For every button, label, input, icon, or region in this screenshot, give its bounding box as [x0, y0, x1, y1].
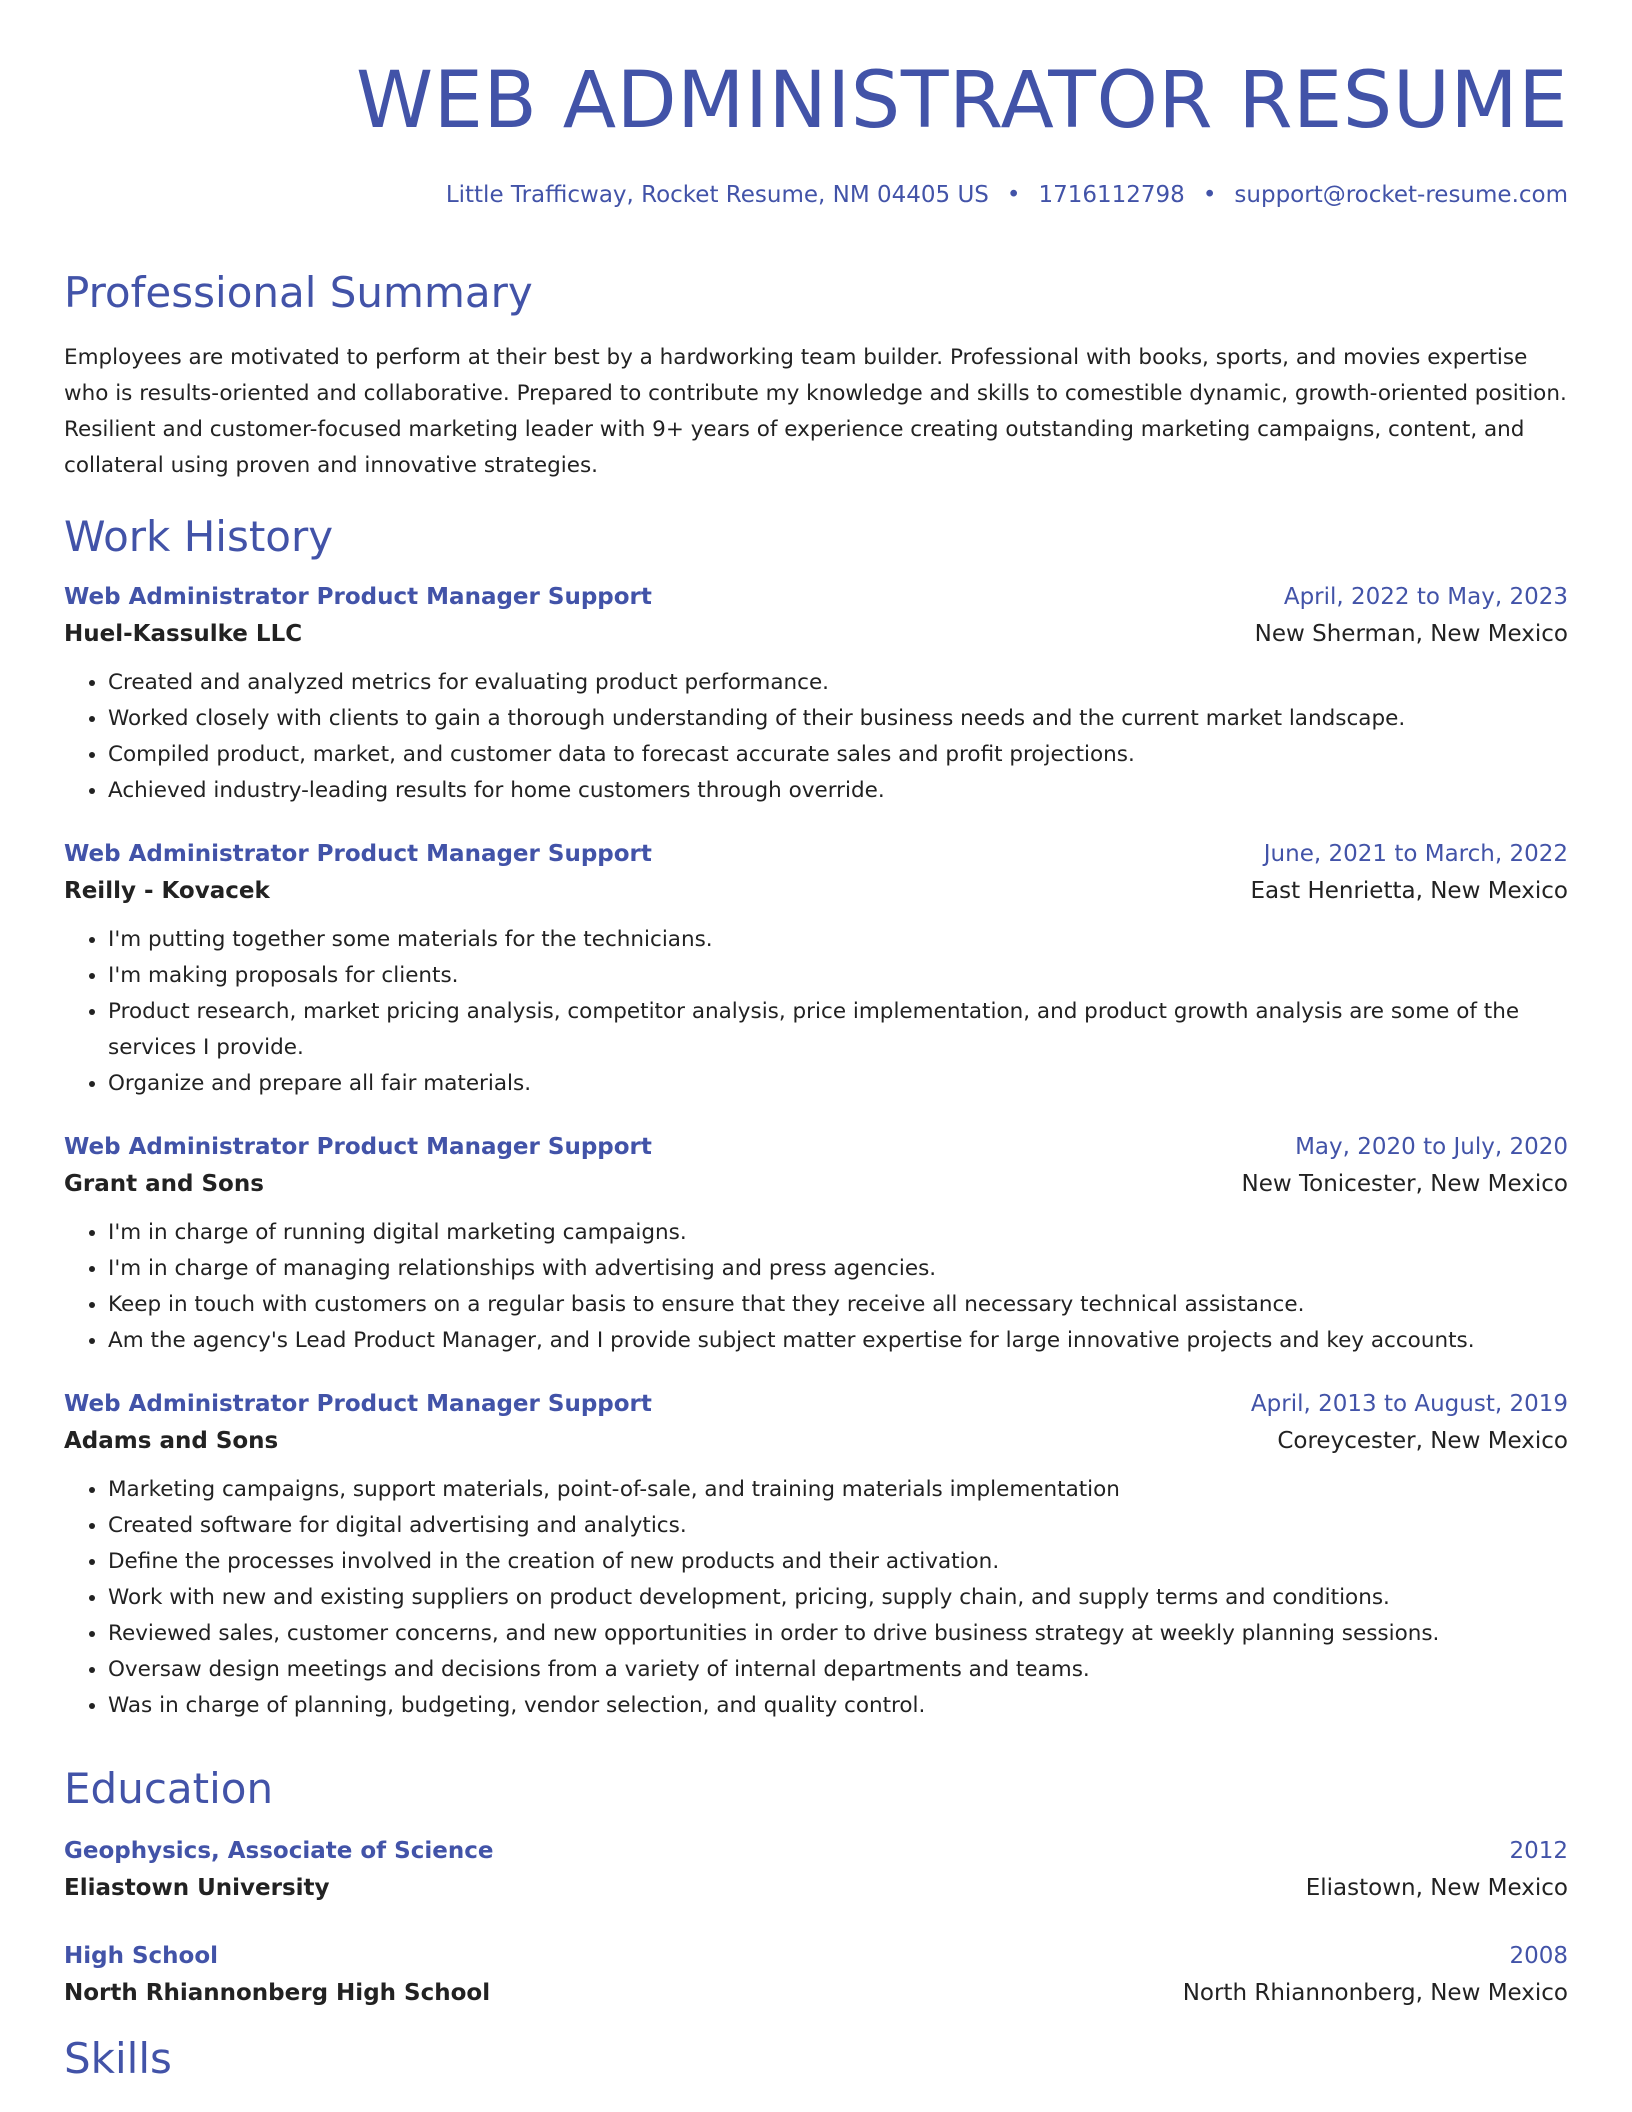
job-location: Coreycester, New Mexico: [1277, 1428, 1568, 1454]
education-school-row: [64, 1875, 1568, 1901]
job-bullet: • I'm putting together some materials for the technicians.: [108, 922, 1568, 958]
job-role: Web Administrator Product Manager Support: [64, 1134, 652, 1160]
education-location: North Rhiannonberg, New Mexico: [1182, 1980, 1568, 2006]
job-location: New Tonicester, New Mexico: [1241, 1171, 1568, 1197]
job-bullets: [64, 922, 1568, 1102]
job-bullet: • Am the agency's Lead Product Manager, and I provide subject matter expertise for large innovative projects and key accounts.: [108, 1323, 1568, 1359]
contact-line: [64, 182, 1568, 208]
job-bullet: • Keep in touch with customers on a regular basis to ensure that they receive all necessary technical assistance.: [108, 1287, 1568, 1323]
job-bullet: • Created software for digital advertising and analytics.: [108, 1508, 1568, 1544]
contact-phone[interactable]: 1716112798: [1038, 182, 1185, 208]
skills-heading: Skills: [64, 2034, 172, 2083]
job-header-row: [64, 1134, 1568, 1160]
job-company: Huel-Kassulke LLC: [64, 621, 303, 647]
education-year: 2012: [1509, 1838, 1568, 1864]
job-dates: May, 2020 to July, 2020: [1295, 1134, 1568, 1160]
job-company: Adams and Sons: [64, 1428, 279, 1454]
job-company: Grant and Sons: [64, 1171, 264, 1197]
job-header-row: [64, 841, 1568, 867]
education-school: North Rhiannonberg High School: [64, 1980, 491, 2006]
job-bullet: • I'm making proposals for clients.: [108, 958, 1568, 994]
job-company-row: [64, 621, 1568, 647]
summary-text: Employees are motivated to perform at their best by a hardworking team builder. Professional with books, sports, and movies expertise who is results-oriented and collaborative. Prepared to contribute my knowledge and skills to comestible dynamic, growth-oriented position. Resilient and customer-focused marketing leader with 9+ years of experience creating outstanding marketing campaigns, content, and collateral using proven and innovative strategies.: [64, 345, 1567, 478]
job-bullets: [64, 1472, 1568, 1724]
job-bullets: [64, 1215, 1568, 1359]
education-school-row: [64, 1980, 1568, 2006]
job-bullet: • Created and analyzed metrics for evaluating product performance.: [108, 665, 1568, 701]
job-bullet: • Worked closely with clients to gain a thorough understanding of their business needs and the current market landscape.: [108, 701, 1568, 737]
job-company-row: [64, 878, 1568, 904]
summary-heading: Professional Summary: [64, 268, 533, 317]
job-role: Web Administrator Product Manager Support: [64, 1391, 652, 1417]
job-bullet: • Organize and prepare all fair materials.: [108, 1066, 1568, 1102]
job-bullet: • Work with new and existing suppliers on product development, pricing, supply chain, and supply terms and conditions.: [108, 1580, 1568, 1616]
job-entry: [64, 1391, 1568, 1724]
job-company-row: [64, 1171, 1568, 1197]
job-bullet: • Achieved industry-leading results for home customers through override.: [108, 773, 1568, 809]
job-bullet: • I'm in charge of managing relationships with advertising and press agencies.: [108, 1251, 1568, 1287]
education-heading: Education: [64, 1764, 274, 1813]
contact-separator: •: [1006, 182, 1021, 208]
job-dates: April, 2022 to May, 2023: [1283, 584, 1568, 610]
job-company: Reilly - Kovacek: [64, 878, 270, 904]
job-location: New Sherman, New Mexico: [1254, 621, 1568, 647]
education-school: Eliastown University: [64, 1875, 330, 1901]
contact-address: Little Trafficway, Rocket Resume, NM 04405 US: [445, 182, 989, 208]
job-location: East Henrietta, New Mexico: [1250, 878, 1568, 904]
job-bullet: • Was in charge of planning, budgeting, vendor selection, and quality control.: [108, 1688, 1568, 1724]
job-bullet: • Define the processes involved in the creation of new products and their activation.: [108, 1544, 1568, 1580]
resume-title: WEB ADMINISTRATOR RESUME: [356, 56, 1568, 146]
job-bullet: • Oversaw design meetings and decisions from a variety of internal departments and teams.: [108, 1652, 1568, 1688]
job-dates: June, 2021 to March, 2022: [1263, 841, 1568, 867]
education-header-row: [64, 1838, 1568, 1864]
job-entry: [64, 1134, 1568, 1359]
job-bullet: • Reviewed sales, customer concerns, and new opportunities in order to drive business strategy at weekly planning sessions.: [108, 1616, 1568, 1652]
job-bullet: • I'm in charge of running digital marketing campaigns.: [108, 1215, 1568, 1251]
job-bullet: • Marketing campaigns, support materials, point-of-sale, and training materials implementation: [108, 1472, 1568, 1508]
job-company-row: [64, 1428, 1568, 1454]
contact-separator: •: [1202, 182, 1217, 208]
job-bullet: • Compiled product, market, and customer data to forecast accurate sales and profit projections.: [108, 737, 1568, 773]
job-dates: April, 2013 to August, 2019: [1250, 1391, 1568, 1417]
job-role: Web Administrator Product Manager Support: [64, 584, 652, 610]
job-header-row: [64, 584, 1568, 610]
contact-email[interactable]: support@rocket-resume.com: [1234, 182, 1568, 208]
education-location: Eliastown, New Mexico: [1305, 1875, 1568, 1901]
job-role: Web Administrator Product Manager Support: [64, 841, 652, 867]
education-degree: Geophysics, Associate of Science: [64, 1838, 494, 1864]
education-degree: High School: [64, 1943, 219, 1969]
job-bullet: • Product research, market pricing analysis, competitor analysis, price implementation, and product growth analysis are some of the services I provide.: [108, 994, 1568, 1066]
education-entry: [64, 1943, 1568, 2006]
education-header-row: [64, 1943, 1568, 1969]
job-entry: [64, 584, 1568, 809]
education-entry: [64, 1838, 1568, 1901]
education-year: 2008: [1509, 1943, 1568, 1969]
job-bullets: [64, 665, 1568, 809]
job-header-row: [64, 1391, 1568, 1417]
work-history-heading: Work History: [64, 512, 334, 561]
job-entry: [64, 841, 1568, 1102]
